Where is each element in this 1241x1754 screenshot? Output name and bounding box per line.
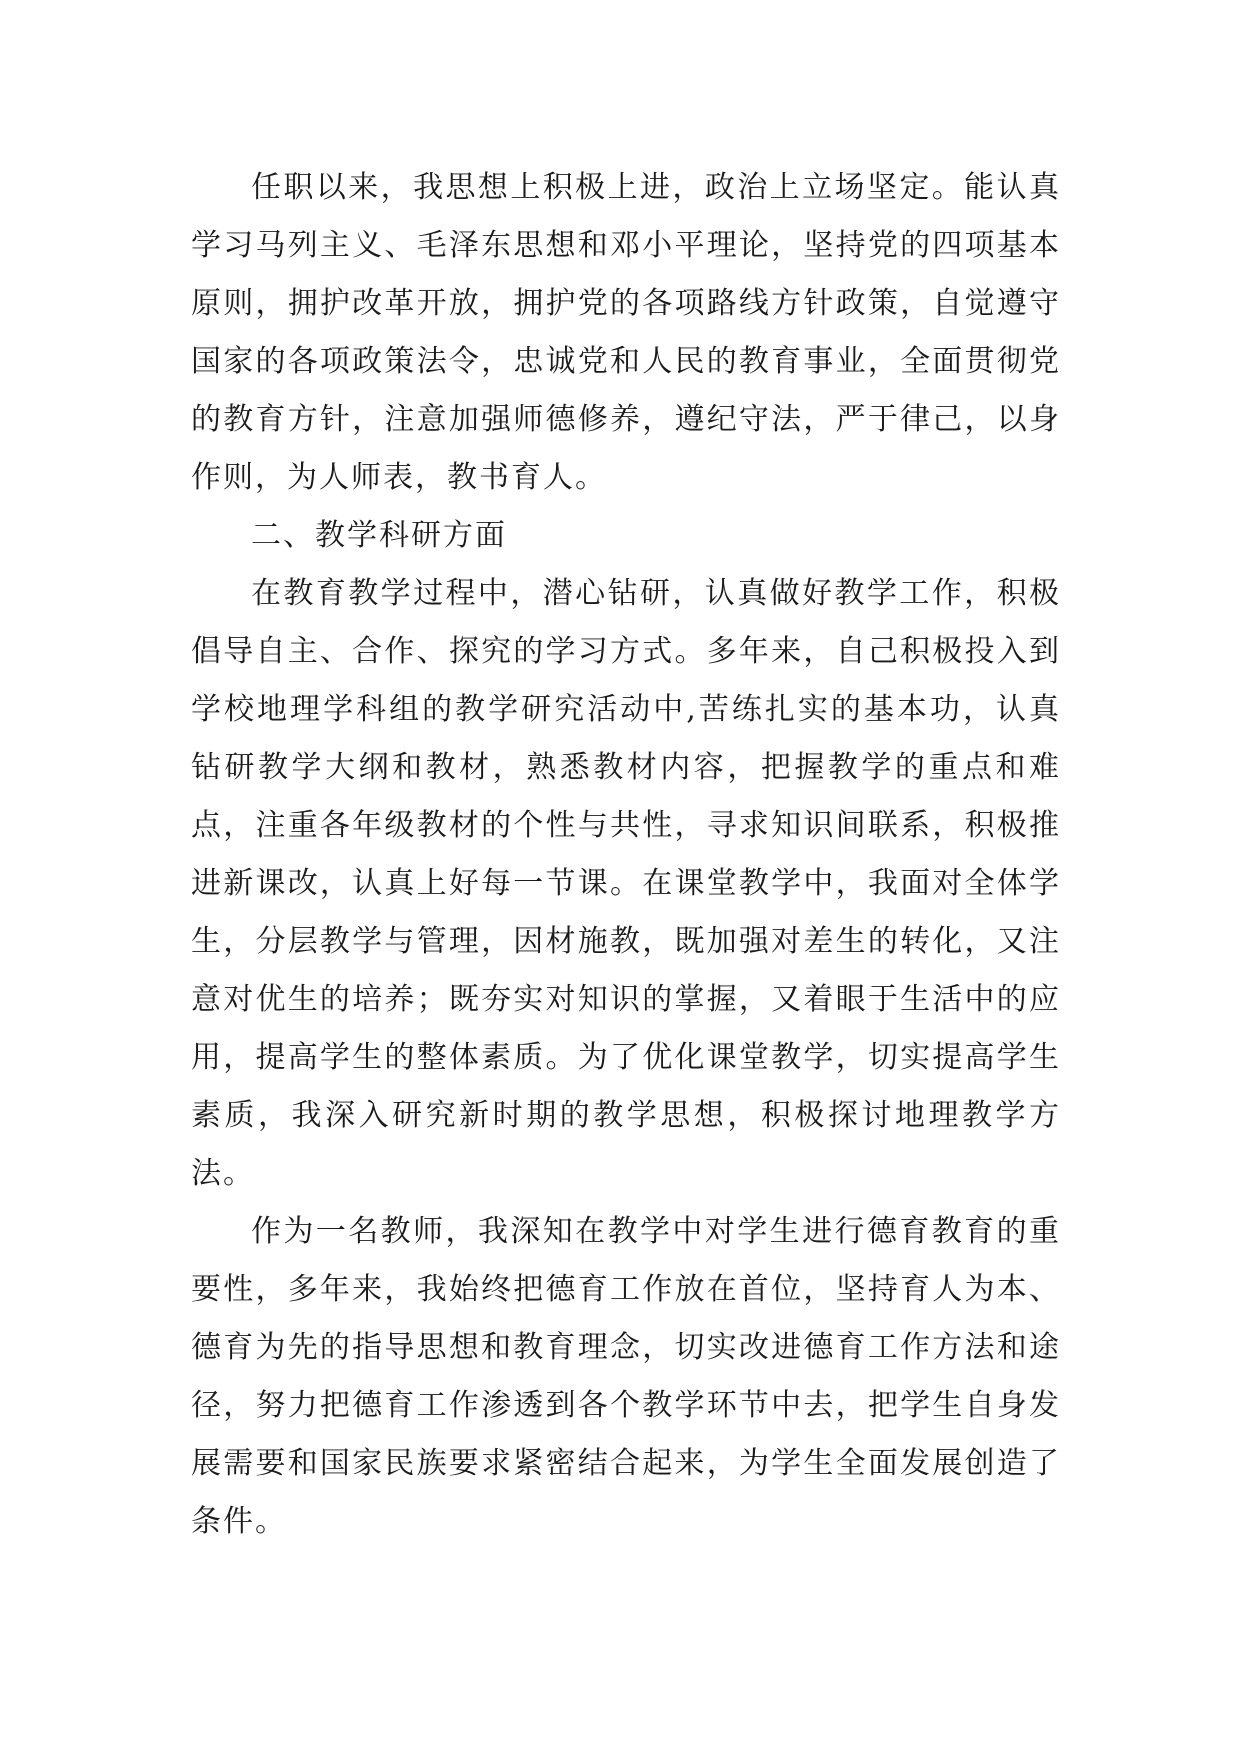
paragraph-moral-education: 作为一名教师，我深知在教学中对学生进行德育教育的重要性，多年来，我始终把德育工作放在首位，坚持育人为本、德育为先的指导思想和教育理念，切实改进德育工作方法和途径，努力把德育工作渗透到各个教学环节中去，把学生自身发展需要和国家民族要求紧密结合起来，为学生全面发展创造了条件。 [191,1214,1061,1539]
paragraph-teaching-process: 在教育教学过程中，潜心钻研，认真做好教学工作，积极倡导自主、合作、探究的学习方式。多年来，自己积极投入到学校地理学科组的教学研究活动中,苦练扎实的基本功，认真钻研教学大纲和教材，熟悉教材内容，把握教学的重点和难点，注重各年级教材的个性与共性，寻求知识间联系，积极推进新课改，认真上好每一节课。在课堂教学中，我面对全体学生，分层教学与管理，因材施教，既加强对差生的转化，又注意对优生的培养；既夯实对知识的掌握，又着眼于生活中的应用，提高学生的整体素质。为了优化课堂教学，切实提高学生素质，我深入研究新时期的教学思想，积极探讨地理教学方法。 [191,576,1061,1191]
paragraph-political-stance: 任职以来，我思想上积极上进，政治上立场坚定。能认真学习马列主义、毛泽东思想和邓小平理论，坚持党的四项基本原则，拥护改革开放，拥护党的各项路线方针政策，自觉遵守国家的各项政策法令，忠诚党和人民的教育事业，全面贯彻党的教育方针，注意加强师德修养，遵纪守法，严于律己，以身作则，为人师表，教书育人。 [191,170,1061,495]
section-heading-teaching-research: 二、教学科研方面 [251,518,507,553]
document-body [191,159,1061,1551]
